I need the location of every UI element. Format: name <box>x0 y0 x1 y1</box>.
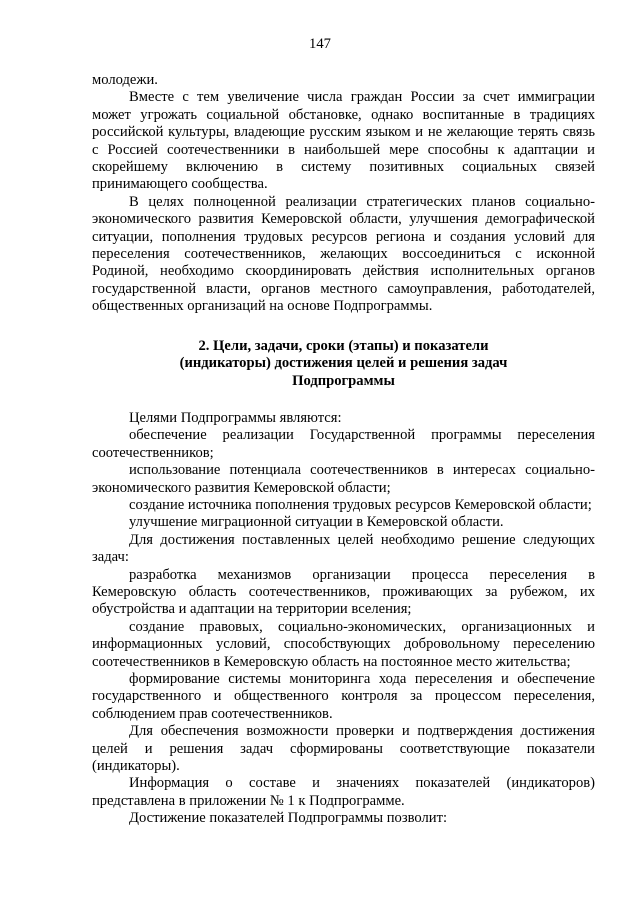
page-number: 147 <box>309 36 331 52</box>
goal-item: использование потенциала соотечественников в интересах социально-экономического развития Кемеровской области; <box>92 462 595 496</box>
goals-section <box>92 410 595 828</box>
paragraph-coordination: В целях полноценной реализации стратегических планов социально-экономического развития Кемеровской области, улучшения демографической ситуации, пополнения трудовых ресурсов региона и создания условий для переселения соотечественников, желающих воссоединиться с исконной Родиной, необходимо скоординировать действия исполнительных органов государственной власти, органов местного самоуправления, работодателей, общественных организаций на основе Подпрограммы. <box>92 193 595 315</box>
goal-item: улучшение миграционной ситуации в Кемеровской области. <box>129 514 504 531</box>
paragraph-continuation: молодежи. <box>92 72 158 88</box>
document-body <box>92 72 595 828</box>
goal-item: обеспечение реализации Государственной программы переселения соотечественников; <box>92 427 595 461</box>
paragraph-achievement: Достижение показателей Подпрограммы позволит: <box>129 810 448 827</box>
heading-line: Подпрограммы <box>292 372 395 389</box>
task-item: разработка механизмов организации процесса переселения в Кемеровскую область соотечественников, проживающих за рубежом, их обустройства и адаптации на территории вселения; <box>92 566 595 618</box>
paragraph-immigration: Вместе с тем увеличение числа граждан России за счет иммиграции может угрожать социальной обстановке, однако воспитанные в традициях российской культуры, владеющие русским языком и не желающие терять связь с Россией соотечественники в наибольшей мере способны к адаптации и скорейшему включению в систему позитивных социальных связей принимающего сообщества. <box>92 89 595 193</box>
paragraph-indicators: Для обеспечения возможности проверки и подтверждения достижения целей и решения задач сформированы соответствующие показатели (индикаторы). <box>92 723 595 775</box>
goal-item: создание источника пополнения трудовых ресурсов Кемеровской области; <box>129 496 592 513</box>
paragraph-appendix-reference: Информация о составе и значениях показателей (индикаторов) представлена в приложении № 1 к Подпрограмме. <box>92 775 595 809</box>
paragraph-tasks-intro: Для достижения поставленных целей необходимо решение следующих задач: <box>92 531 595 566</box>
heading-line: (индикаторы) достижения целей и решения задач <box>179 355 508 372</box>
intro-section <box>92 72 595 316</box>
heading-line: 2. Цели, задачи, сроки (этапы) и показатели <box>198 337 489 354</box>
section-heading <box>92 338 595 390</box>
task-item: формирование системы мониторинга хода переселения и обеспечение государственного и общественного контроля за процессом переселения, соблюдением прав соотечественников. <box>92 671 595 722</box>
task-item: создание правовых, социально-экономических, организационных и информационных условий, способствующих добровольному переселению соотечественников в Кемеровскую область на постоянное место жительства; <box>92 618 595 670</box>
paragraph-goals-intro: Целями Подпрограммы являются: <box>129 409 342 426</box>
